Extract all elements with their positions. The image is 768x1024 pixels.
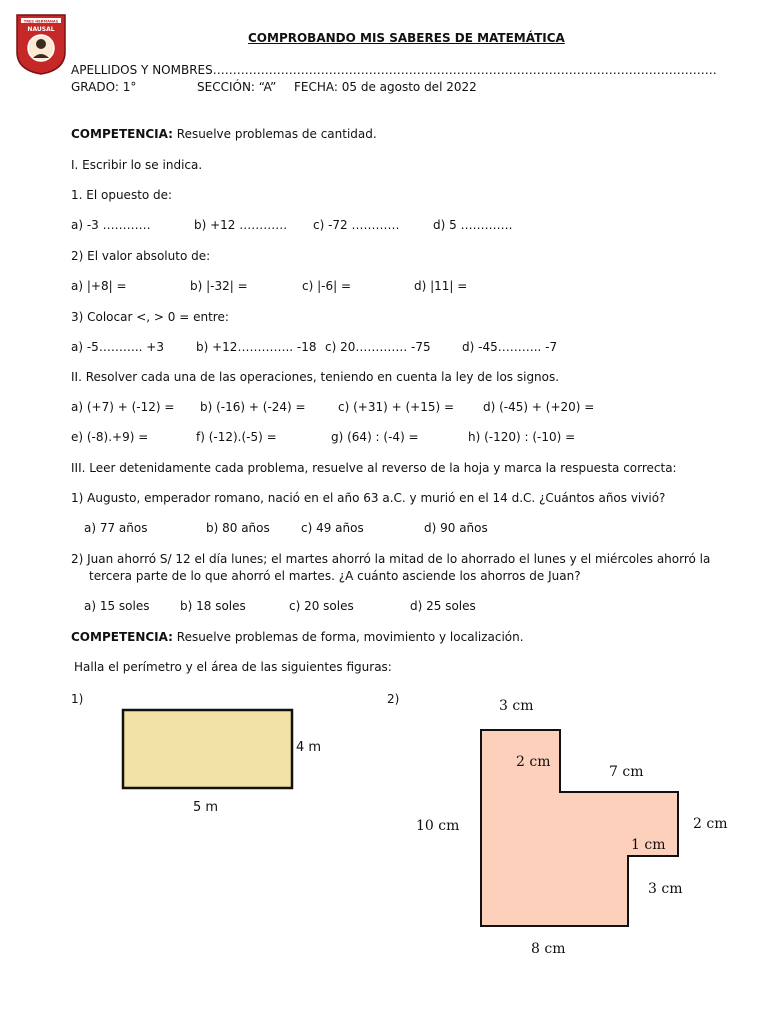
label-left: 10 cm xyxy=(416,818,460,834)
p2-option: d) 25 soles xyxy=(410,599,476,613)
op-item: d) (-45) + (+20) = xyxy=(483,400,595,414)
op-item: c) (+31) + (+15) = xyxy=(338,400,455,414)
q3-item: d) -45……….. -7 xyxy=(462,340,558,354)
q2-item: c) |-6| = xyxy=(302,279,352,293)
q3-item: a) -5……….. +3 xyxy=(71,340,164,354)
p1-option: a) 77 años xyxy=(84,521,148,535)
q1-item: d) 5 …………. xyxy=(433,218,513,232)
figure-2-number: 2) xyxy=(387,692,400,706)
names-line: APELLIDOS Y NOMBRES……………………………………………………………………………………………………………… xyxy=(71,63,717,77)
q1-title: 1. El opuesto de: xyxy=(71,188,173,202)
op-item: f) (-12).(-5) = xyxy=(196,430,277,444)
rectangle-height-label: 4 m xyxy=(296,740,322,755)
rectangle-width-label: 5 m xyxy=(193,800,219,815)
op-item: h) (-120) : (-10) = xyxy=(468,430,576,444)
rectangle-shape xyxy=(123,710,292,788)
op-item: e) (-8).+9) = xyxy=(71,430,149,444)
p2-option: a) 15 soles xyxy=(84,599,150,613)
p1-option: d) 90 años xyxy=(424,521,488,535)
competencia-2 xyxy=(71,629,524,645)
logo-text-name: NAUSAL xyxy=(27,26,55,33)
logo-text-top: TRES HERMANAS xyxy=(23,19,59,24)
q3-title: 3) Colocar <, > 0 = entre: xyxy=(71,310,229,324)
figure-1-number: 1) xyxy=(71,692,84,706)
q1-item: a) -3 ………… xyxy=(71,218,151,232)
part-2-title: II. Resolver cada una de las operaciones, teniendo en cuenta la ley de los signos. xyxy=(71,370,560,384)
seccion-field: SECCIÓN: “A” xyxy=(197,80,277,94)
figure-2-l-shape xyxy=(410,690,740,965)
part-3-title: III. Leer detenidamente cada problema, resuelve al reverso de la hoja y marca la respuesta correcta: xyxy=(71,461,677,475)
competencia-1 xyxy=(71,126,377,142)
page-title: COMPROBANDO MIS SABERES DE MATEMÁTICA xyxy=(248,31,565,45)
p2-option: c) 20 soles xyxy=(289,599,354,613)
p1-option: c) 49 años xyxy=(301,521,364,535)
figures-instruction: Halla el perímetro y el área de las siguientes figuras: xyxy=(74,660,392,674)
fecha-field: FECHA: 05 de agosto del 2022 xyxy=(294,80,477,94)
grado-field: GRADO: 1° xyxy=(71,80,137,94)
problem-2-line-2: tercera parte de lo que ahorró el martes. ¿A cuánto asciende los ahorros de Juan? xyxy=(89,569,581,583)
q3-item: b) +12………….. -18 xyxy=(196,340,317,354)
problem-2-line-1: 2) Juan ahorró S/ 12 el día lunes; el martes ahorró la mitad de lo ahorrado el lunes y el miércoles ahorró la xyxy=(71,552,711,566)
q1-item: c) -72 ………… xyxy=(313,218,400,232)
q1-item: b) +12 ………… xyxy=(194,218,288,232)
label-lower-right: 3 cm xyxy=(648,881,683,897)
q3-item: c) 20…………. -75 xyxy=(325,340,431,354)
problem-1: 1) Augusto, emperador romano, nació en el año 63 a.C. y murió en el 14 d.C. ¿Cuántos años vivió? xyxy=(71,491,666,505)
competencia-label: COMPETENCIA: xyxy=(71,127,173,141)
label-inner-step: 1 cm xyxy=(631,837,666,853)
competencia-label: COMPETENCIA: xyxy=(71,630,173,644)
q2-item: a) |+8| = xyxy=(71,279,127,293)
p1-option: b) 80 años xyxy=(206,521,270,535)
q2-title: 2) El valor absoluto de: xyxy=(71,249,211,263)
q2-item: d) |11| = xyxy=(414,279,468,293)
op-item: a) (+7) + (-12) = xyxy=(71,400,175,414)
op-item: g) (64) : (-4) = xyxy=(331,430,419,444)
op-item: b) (-16) + (-24) = xyxy=(200,400,306,414)
competencia-text: Resuelve problemas de forma, movimiento y localización. xyxy=(172,630,524,644)
label-right: 2 cm xyxy=(693,816,728,832)
q2-item: b) |-32| = xyxy=(190,279,248,293)
label-step-top: 7 cm xyxy=(609,764,644,780)
competencia-text: Resuelve problemas de cantidad. xyxy=(172,127,377,141)
figure-1-rectangle xyxy=(110,700,340,820)
label-top: 3 cm xyxy=(499,698,534,714)
label-inner-top: 2 cm xyxy=(516,754,551,770)
part-1-title: I. Escribir lo se indica. xyxy=(71,158,203,172)
school-logo xyxy=(14,12,68,76)
p2-option: b) 18 soles xyxy=(180,599,246,613)
label-bottom: 8 cm xyxy=(531,941,566,957)
